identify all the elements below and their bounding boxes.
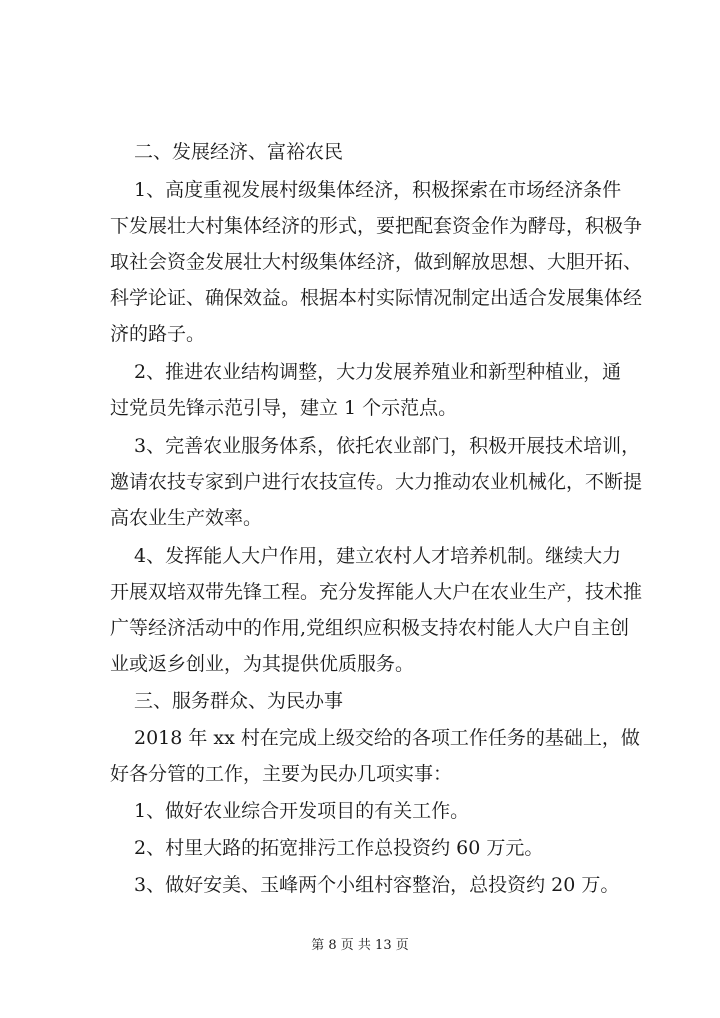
item4-line-1: 4、发挥能人大户作用，建立农村人才培养机制。继续大力 (134, 545, 622, 567)
task-item-2: 2、村里大路的拓宽排污工作总投资约 60 万元。 (134, 837, 544, 859)
item4-line-4: 业或返乡创业，为其提供优质服务。 (110, 653, 415, 675)
section-heading-3: 三、服务群众、为民办事 (134, 690, 344, 712)
page-number-footer: 第 8 页 共 13 页 (311, 938, 409, 953)
item3-line-2: 邀请农技专家到户进行农技宣传。大力推动农业机械化，不断提 (110, 471, 643, 493)
section-heading-2: 二、发展经济、富裕农民 (134, 141, 344, 163)
task-item-3: 3、做好安美、玉峰两个小组村容整治，总投资约 20 万。 (134, 874, 620, 896)
task-item-1: 1、做好农业综合开发项目的有关工作。 (134, 800, 470, 822)
item3-line-1: 3、完善农业服务体系，依托农业部门，积极开展技术培训， (134, 435, 641, 457)
item1-line-3: 取社会资金发展壮大村级集体经济，做到解放思想、大胆开拓、 (110, 251, 643, 273)
intro-line-1: 2018 年 xx 村在完成上级交给的各项工作任务的基础上，做 (134, 727, 640, 749)
item2-line-1: 2、推进农业结构调整，大力发展养殖业和新型种植业，通 (134, 361, 622, 383)
item2-line-2: 过党员先锋示范引导，建立 1 个示范点。 (110, 397, 458, 419)
item1-line-2: 下发展壮大村集体经济的形式，要把配套资金作为酵母，积极争 (110, 215, 643, 237)
intro-line-2: 好各分管的工作，主要为民办几项实事： (110, 763, 453, 785)
item3-line-3: 高农业生产效率。 (110, 507, 263, 529)
item4-line-3: 广等经济活动中的作用,党组织应积极支持农村能人大户自主创 (110, 617, 630, 639)
item1-line-5: 济的路子。 (110, 323, 206, 345)
item1-line-4: 科学论证、确保效益。根据本村实际情况制定出适合发展集体经 (110, 287, 643, 309)
item1-line-1: 1、高度重视发展村级集体经济，积极探索在市场经济条件 (134, 179, 622, 201)
item4-line-2: 开展双培双带先锋工程。充分发挥能人大户在农业生产，技术推 (110, 581, 643, 603)
